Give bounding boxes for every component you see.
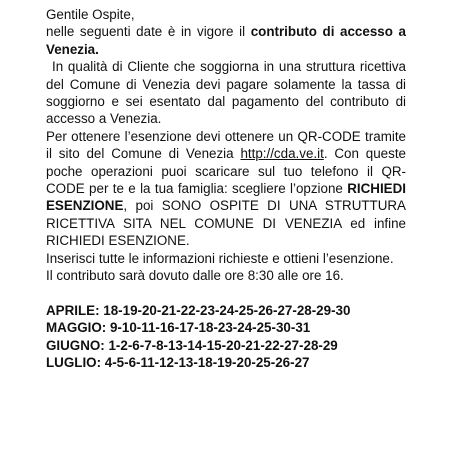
dates-may: MAGGIO: 9-10-11-16-17-18-23-24-25-30-31 <box>46 320 311 336</box>
notice-document <box>46 6 406 372</box>
info-paragraph: Inserisci tutte le informazioni richieste e ottieni l’esenzione. <box>46 250 394 266</box>
hours-paragraph: Il contributo sarà dovuto dalle ore 8:30 alle ore 16. <box>46 268 344 284</box>
dates-list <box>46 302 406 372</box>
client-paragraph: In qualità di Cliente che soggiorna in una struttura ricettiva del Comune di Venezia devi pagare solamente la tassa di soggiorno e sei esentato dal pagamento del contributo di accesso a Venezia. <box>46 59 406 127</box>
intro-text: nelle seguenti date è in vigore il <box>46 24 251 40</box>
exemption-option-bold: RICHIEDI ESENZIONE <box>46 181 406 214</box>
exemption-text-3: , poi SONO OSPITE DI UNA STRUTTURA RICETTIVA SITA NEL COMUNE DI VENEZIA ed infine RICHIEDI ESENZIONE. <box>46 198 406 249</box>
intro-paragraph <box>46 23 406 58</box>
dates-april: APRILE: 18-19-20-21-22-23-24-25-26-27-28-29-30 <box>46 302 351 318</box>
exemption-text-1: Per ottenere l’esenzione devi ottenere un QR-CODE tramite il sito del Comune di Venezia <box>46 128 406 162</box>
dates-july: LUGLIO: 4-5-6-11-12-13-18-19-20-25-26-27 <box>46 355 310 371</box>
greeting: Gentile Ospite, <box>46 7 135 22</box>
intro-bold-text: contributo di accesso a Venezia. <box>46 24 406 57</box>
dates-june: GIUGNO: 1-2-6-7-8-13-14-15-20-21-22-27-28-29 <box>46 337 338 353</box>
exemption-paragraph <box>46 128 406 250</box>
website-link[interactable]: http://cda.ve.it <box>240 146 324 162</box>
exemption-text-2: . Con queste poche operazioni puoi scaricare sul tuo telefono il QR-CODE per te e la tua famiglia: scegliere l’opzione <box>46 146 406 197</box>
